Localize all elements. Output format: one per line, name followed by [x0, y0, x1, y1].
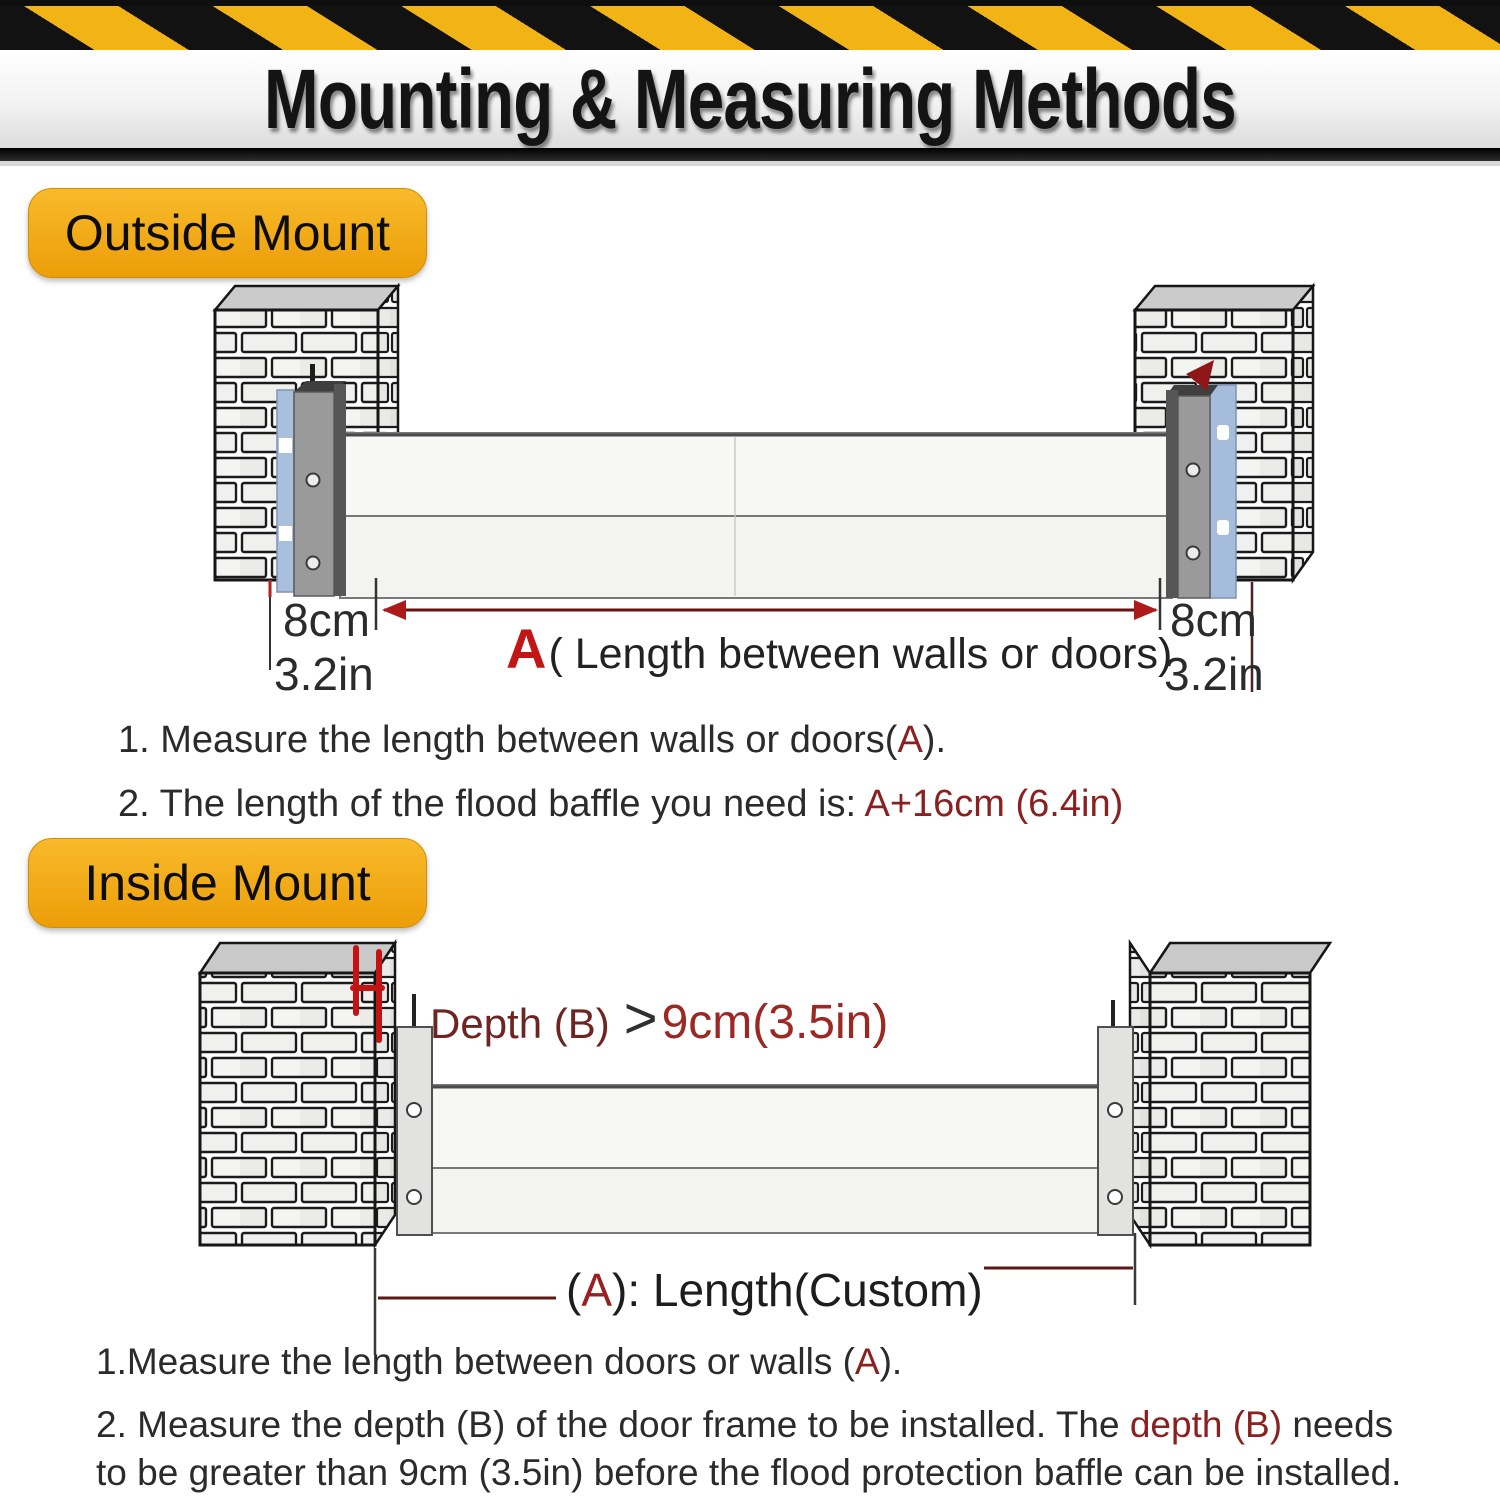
- right-offset-in-label: 3.2in: [1164, 648, 1264, 700]
- highlight-A: A: [897, 719, 923, 761]
- inside-mount-diagram: [0, 930, 1500, 1360]
- depth-label: Depth (B) >9cm(3.5in): [430, 986, 889, 1051]
- left-channel-bracket: [294, 364, 346, 596]
- right-offset-cm-label: 8cm: [1170, 594, 1257, 646]
- title-band: [0, 50, 1500, 148]
- left-mounting-plate: [397, 994, 432, 1235]
- span-length-label: A( Length between walls or doors): [506, 617, 1173, 680]
- highlight-A: A: [854, 1341, 880, 1382]
- flood-barrier-panels: [430, 1085, 1100, 1233]
- outside-mount-diagram: [0, 280, 1500, 700]
- right-brick-pillar: [1130, 943, 1330, 1245]
- outside-mount-badge: [28, 188, 427, 278]
- length-custom-label: (A): Length(Custom): [566, 1264, 983, 1316]
- highlight-depth-b: depth (B): [1129, 1404, 1283, 1446]
- title-divider-bar: [0, 148, 1500, 161]
- left-offset-cm-label: 8cm: [283, 594, 370, 646]
- right-channel-bracket: [1166, 360, 1218, 598]
- left-offset-in-label: 3.2in: [274, 648, 374, 700]
- outside-step-2: 2. The length of the flood baffle you need is: A+16cm (6.4in): [118, 782, 1124, 825]
- inside-mount-svg: [0, 930, 1500, 1360]
- page-title: Mounting & Measuring Methods: [264, 51, 1236, 146]
- left-blue-seal-strip: [277, 390, 294, 592]
- outside-mount-svg: [0, 280, 1500, 700]
- title-divider-shadow: [0, 161, 1500, 166]
- outside-mount-badge-label: Outside Mount: [64, 205, 391, 261]
- inside-mount-instructions: [96, 1338, 1426, 1512]
- right-blue-seal-strip: [1210, 385, 1236, 598]
- outside-step-1: 1. Measure the length between walls or doors(A).: [118, 719, 947, 761]
- inside-step-1: 1.Measure the length between doors or walls (A).: [96, 1341, 903, 1382]
- hazard-stripe-banner: [0, 0, 1500, 50]
- outside-mount-instructions: [118, 714, 1123, 842]
- inside-mount-badge: [28, 838, 427, 928]
- highlight-formula: A+16cm (6.4in): [864, 782, 1124, 825]
- inside-step-2: 2. Measure the depth (B) of the door frame to be installed. The depth (B) needs to be greater than 9cm (3.5in) before the flood protection baffle can be installed.: [96, 1404, 1402, 1493]
- flood-barrier-panels: [340, 433, 1172, 598]
- right-mounting-plate: [1098, 1000, 1133, 1235]
- inside-mount-badge-label: Inside Mount: [84, 855, 371, 911]
